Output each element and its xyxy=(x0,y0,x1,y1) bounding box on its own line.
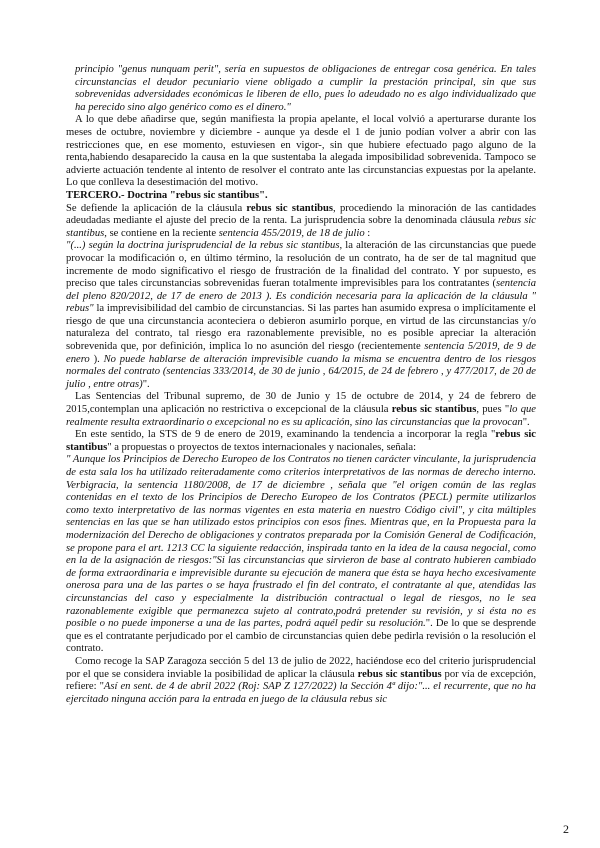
paragraph-clause: Se defiende la aplicación de la cláusula rebus sic stantibus, procediendo la minoración de las cantidades adeudadas mediante el ajuste del precio de la renta. La jurisprudencia sobre la denominada cláusula rebus sic stantibus, se contiene en la reciente sentencia 455/2019, de 18 de julio : xyxy=(66,202,536,239)
section-heading: TERCERO.- Doctrina "rebus sic stantibus". xyxy=(66,189,268,201)
paragraph-doctrine-quote: "(...) según la doctrina jurisprudencial de la rebus sic stantibus, la alteración de las circunstancias que puede provocar la modificación o, en último término, la resolución de un contrato, ha de ser de tal magnitud que incremente de modo significativo el riesgo de frustración de la finalidad del contrato. Y por supuesto, es preciso que tales circunstancias sobrevenidas fueran totalmente imprevisibles para los contratantes (sentencia del pleno 820/2012, de 17 de enero de 2013 ). Es condición necesaria para la aplicación de la cláusula " rebus" la imprevisibilidad del cambio de circunstancias. Si las partes han asumido expresa o implícitamente el riesgo de que una circunstancia aconteciera o debieron asumirlo porque, en virtud de las circunstancias y/o naturaleza del contrato, tal riesgo era razonablemente previsible, no es posible apreciar la alteración sobrevenida que, por definición, implica lo no asunción del riesgo (recientemente sentencia 5/2019, de 9 de enero ). No puede hablarse de alteración imprevisible cuando la misma se encuentra dentro de los riesgos normales del contrato (sentencias 333/2014, de 30 de junio , 64/2015, de 24 de febrero , y 477/2017, de 20 de julio , entre otras)". xyxy=(66,240,536,390)
paragraph-principles-quote: " Aunque los Principios de Derecho Europeo de los Contratos no tienen carácter vinculante, la jurisprudencia de esta sala los ha utilizado reiteradamente como criterios interpretativos de las normas de derecho interno. Verbigracia, la sentencia 1180/2008, de 17 de diciembre , señala que "el origen común de las reglas contenidas en el texto de los Principios de Derecho Europeo de los Contratos (PECL) permite utilizarlos como texto interpretativo de las normas vigentes en esta materia en nuestro Código civil", y cita múltiples sentencias en las que se han utilizado estos principios con esos fines. Mientras que, en la Propuesta para la modernización del Derecho de obligaciones y contratos preparada por la Comisión General de Codificación, se propone para el art. 1213 CC la siguiente redacción, inspirada tanto en la idea de la causa negocial, como en la de la asignación de riesgos:"Si las circunstancias que sirvieron de base al contrato hubieren cambiado de forma extraordinaria e imprevisible durante su ejecución de manera que ésta se haya hecho excesivamente onerosa para una de las partes o se haya frustrado el fin del contrato, el contratante al que, atendidas las circunstancias del caso y especialmente la distribución contractual o legal de riesgos, no le sea razonablemente exigible que permanezca sujeto al contrato,podrá pretender su revisión, y si ésta no es posible o no puede imponerse a una de las partes, podrá aquél pedir su resolución.". De lo que se desprende que es el contratante perjudicado por el cambio de circunstancias quien debe pedirla revisión o la resolución el contrato. xyxy=(66,454,536,655)
paragraph-sap-zaragoza: Como recoge la SAP Zaragoza sección 5 del 13 de julio de 2022, haciéndose eco del criterio jurisprudencial por el que se considera inviable la posibilidad de aplicar la cláusula rebus sic stantibus por vía de excepción, refiere: "Así en sent. de 4 de abril 2022 (Roj: SAP Z 127/2022) la Sección 4ª dijo:"... el recurrente, que no ha ejercitado ninguna acción para la entrada en juego de la cláusula rebus sic xyxy=(66,655,536,705)
quote-continuation: principio "genus nunquam perit", sería en supuestos de obligaciones de entregar cosa genérica. En tales circunstancias el deudor pecuniario viene obligado a cumplir la prestación principal, sin que sus sobrevenidas adversidades económicas le liberen de ello, pues lo adeudado no es algo individualizado que ha perecido sino algo genérico como es el dinero." xyxy=(75,64,536,113)
paragraph-appellant: A lo que debe añadirse que, según manifiesta la propia apelante, el local volvió a aperturarse durante los meses de octubre, noviembre y diciembre - aunque ya desde el 1 de junio podían volver a abrir con las restricciones que, en ese momento, estuviesen en vigor-, sin que hubiere efectuado pago alguno de la renta,habiendo desaparecido la causa en la que sustentaba la alegada imposibilidad sobrevenida. Tampoco se advierte actuación tendente al intento de resolver el contrato ante las circunstancias expuestas por la apelante. Lo que conlleva la desestimación del motivo. xyxy=(66,114,536,189)
paragraph-supreme-court: Las Sentencias del Tribunal supremo, de 30 de Junio y 15 de octubre de 2014, y 24 de febrero de 2015,contemplan una aplicación no restrictiva o excepcional de la cláusula rebus sic stantibus, pues "lo que realmente resulta extraordinario o excepcional no es su aplicación, sino las circunstancias que la provocan". xyxy=(66,391,536,428)
paragraph-sts-2019: En este sentido, la STS de 9 de enero de 2019, examinando la tendencia a incorporar la regla "rebus sic stantibus" a propuestas o proyectos de textos internacionales y nacionales, señala: xyxy=(66,429,536,453)
page-number: 2 xyxy=(563,822,569,836)
document-body xyxy=(66,64,536,706)
